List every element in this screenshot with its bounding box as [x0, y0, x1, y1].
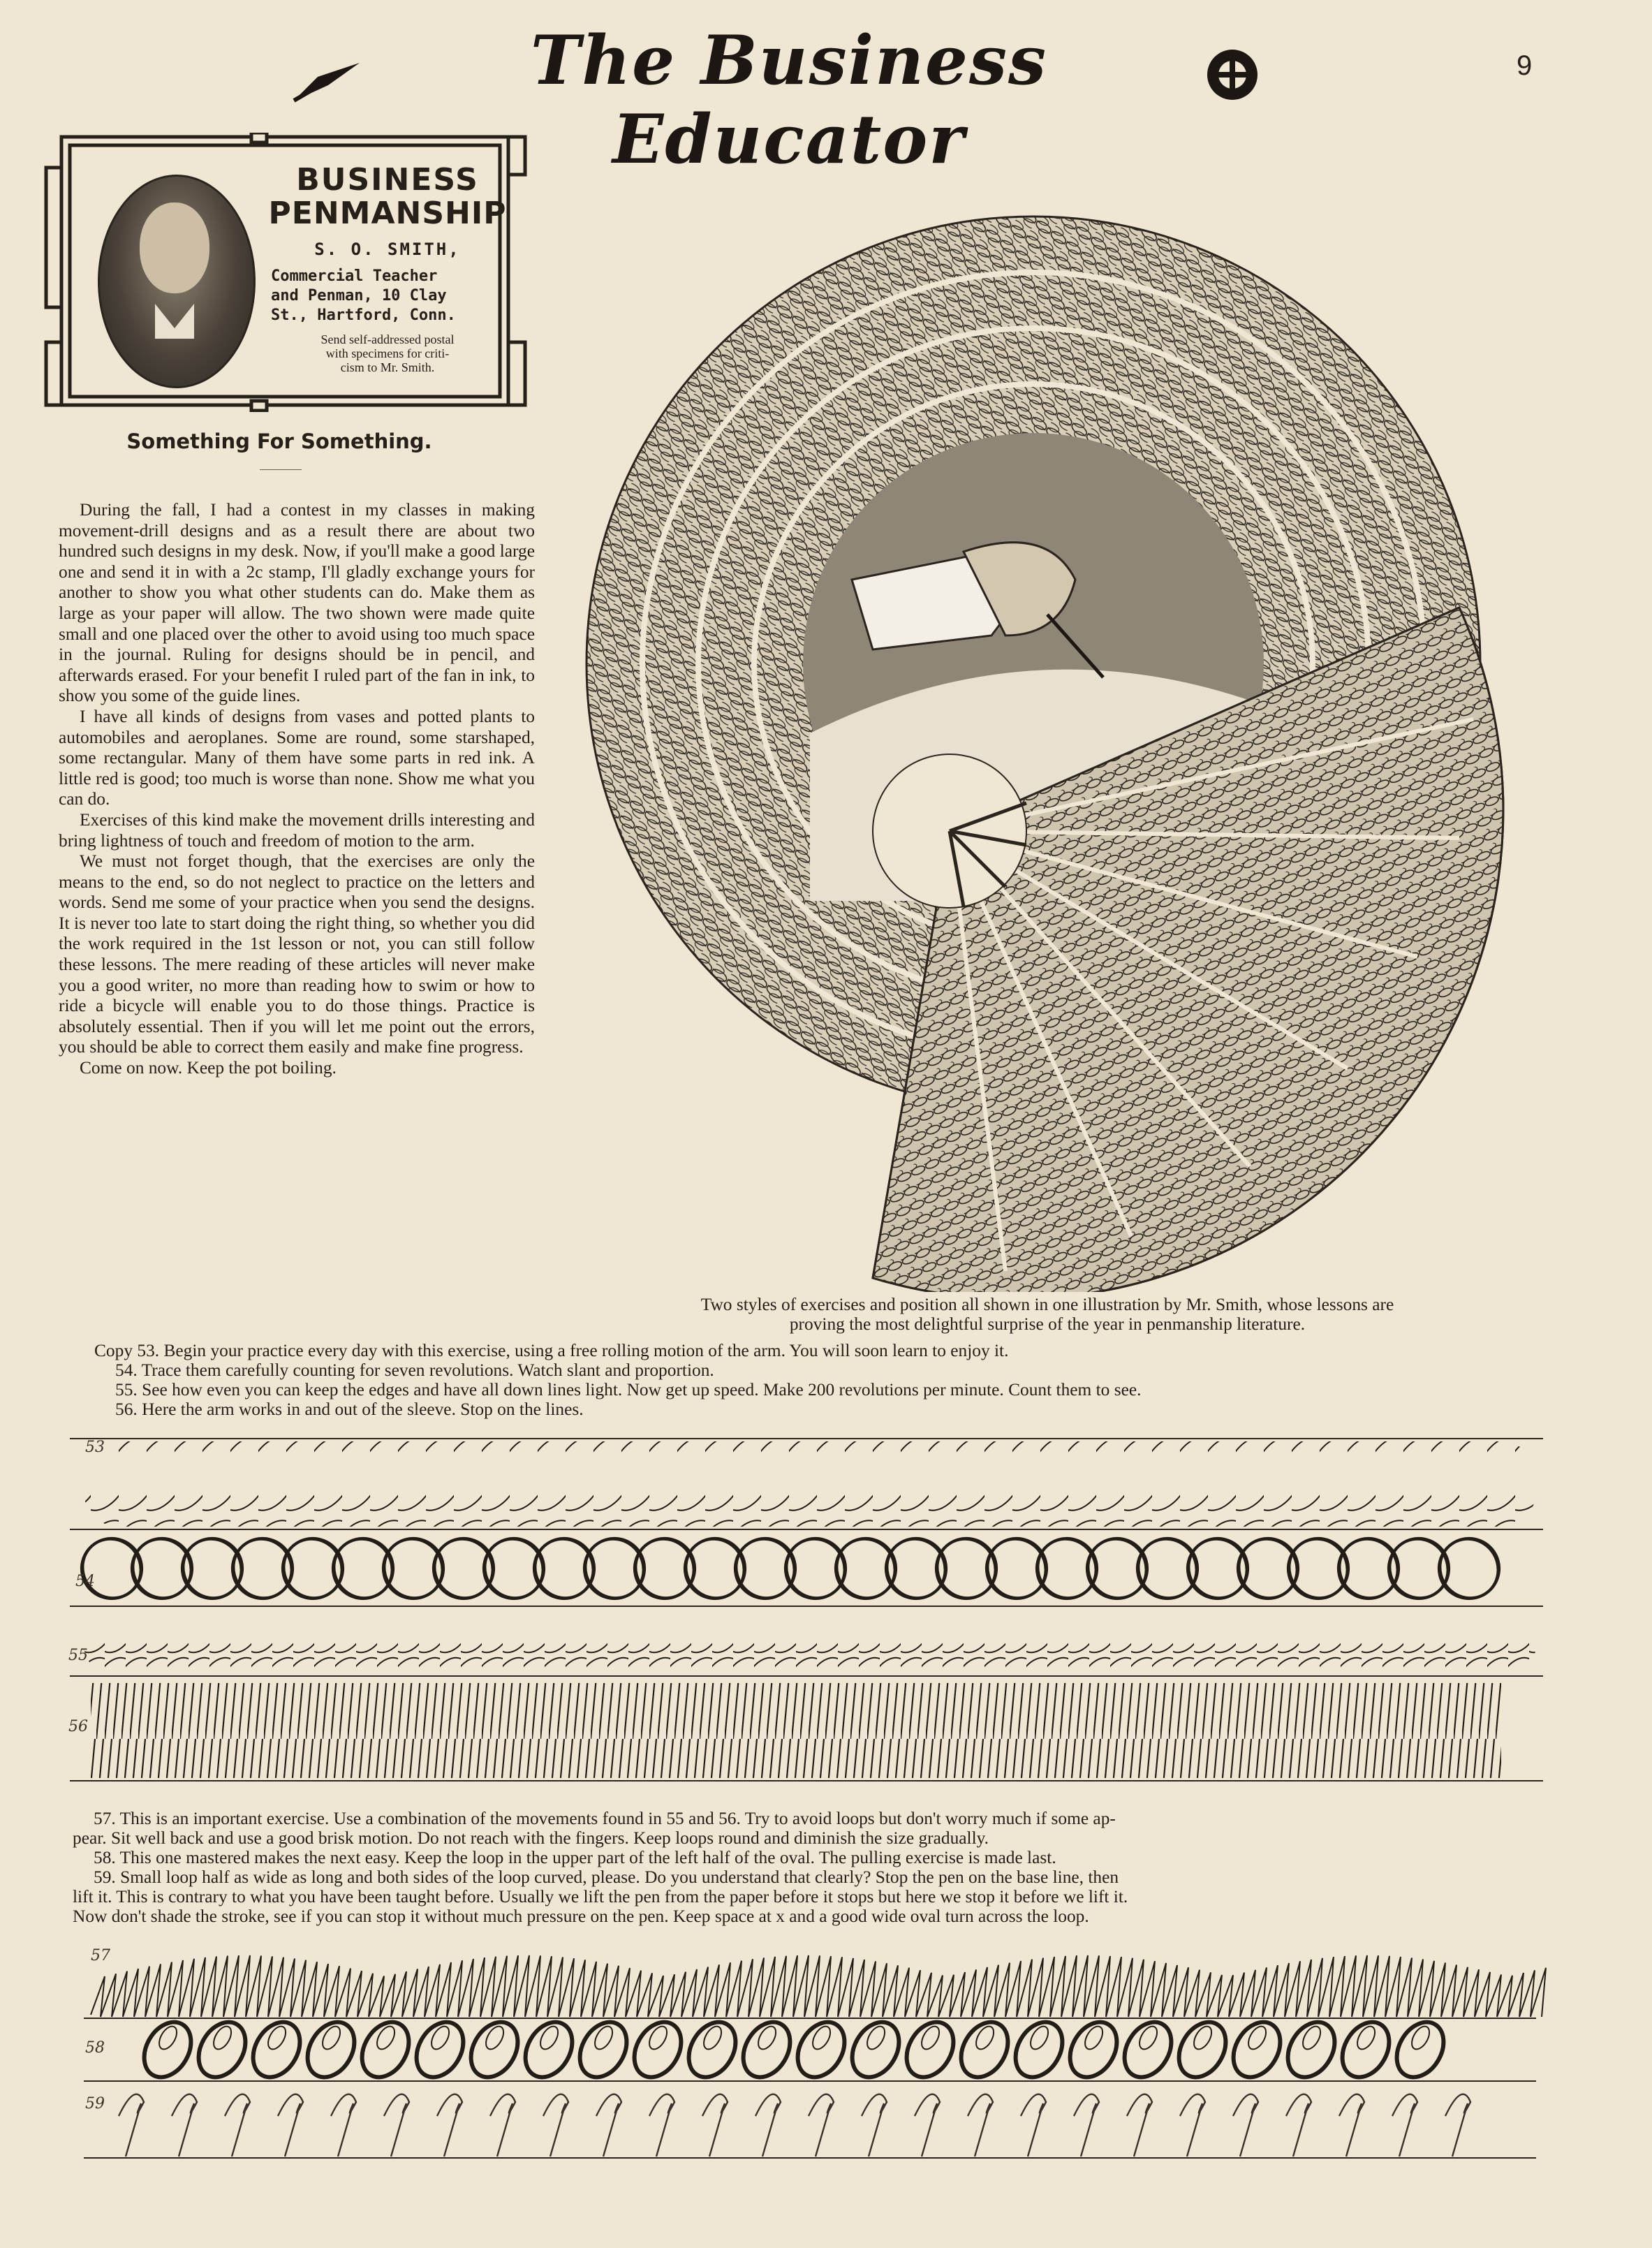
- drill-loop: [244, 2014, 309, 2086]
- drill-oval: [1228, 1529, 1308, 1609]
- drill-row-55: [84, 1615, 1536, 1673]
- drill-small-loop: [915, 2094, 940, 2157]
- drill-small-loop: [1392, 2094, 1417, 2157]
- drill-loop: [516, 2014, 582, 2086]
- drill-loop: [625, 2014, 691, 2086]
- row-label: 59: [85, 2095, 105, 2113]
- instruction-line: pear. Sit well back and use a good brisk motion. Do not reach with the fingers. Keep loops round and diminish the size gradually.: [73, 1828, 989, 1848]
- column-title-line2: PENMANSHIP: [268, 196, 507, 231]
- submission-note: [272, 332, 503, 374]
- address-line: St., Hartford, Conn.: [271, 307, 456, 324]
- row-label: 54: [75, 1573, 95, 1590]
- drill-row-54: [69, 1526, 1512, 1612]
- drill-oval: [776, 1529, 855, 1609]
- illustration-caption: [559, 1295, 1536, 1334]
- drill-oval: [977, 1529, 1056, 1609]
- drill-small-loop: [437, 2094, 462, 2157]
- masthead-title: The Business Educator: [530, 21, 1048, 179]
- drill-oval: [1329, 1529, 1408, 1609]
- emblem-icon: [1201, 43, 1264, 106]
- drill-small-loop: [1286, 2094, 1311, 2157]
- drill-oval: [474, 1529, 554, 1609]
- drill-loop: [788, 2014, 854, 2086]
- drill-panel-lower: [70, 1941, 1550, 2172]
- drill-row-58: [135, 2014, 1453, 2086]
- article-paragraph: Come on now. Keep the pot boiling.: [80, 1058, 337, 1078]
- row-label: 53: [85, 1439, 105, 1456]
- article-paragraph: During the fall, I had a contest in my classes in making movement-drill designs and as a result there are about two hundred such designs in my desk. Now, if you'll make a good large one and send it in with a 2c stamp, I'll gladly exchange yours for another to show you what other students can do. Make them as large as your paper will allow. The two shown were made quite small and one placed over the other to avoid using too much space in the journal. Ruling for designs should be in pencil, and afterwards erased. For your benefit I ruled part of the fan in ink, to show you some of the guide lines.: [59, 500, 535, 706]
- row-label: 55: [68, 1647, 88, 1664]
- instruction-line: 55. See how even you can keep the edges and have all down lines light. Now get up speed. Make 200 revolutions per minute. Count them to see.: [115, 1380, 1142, 1400]
- drill-oval: [223, 1529, 302, 1609]
- drill-small-loop: [596, 2094, 621, 2157]
- instruction-line: lift it. This is contrary to what you have been taught before. Usually we lift the pen from the paper before it stops but here we stop it before we lift it.: [73, 1887, 1128, 1907]
- drill-small-loop: [119, 2094, 144, 2157]
- row-label: 58: [85, 2039, 105, 2057]
- drill-oval: [1077, 1529, 1157, 1609]
- drill-stroke: [91, 1955, 1546, 2017]
- drill-small-loop: [1445, 2094, 1470, 2157]
- drill-row-53: [84, 1441, 1536, 1527]
- drill-small-loop: [278, 2094, 303, 2157]
- instruction-line: Copy 53. Begin your practice every day with this exercise, using a free rolling motion of the arm. You will soon learn to enjoy it.: [94, 1341, 1009, 1360]
- quill-icon: [290, 56, 367, 105]
- drill-loop: [570, 2014, 636, 2086]
- row-label: 57: [91, 1947, 110, 1964]
- article-body: [59, 500, 535, 1079]
- article-heading: Something For Something.: [126, 429, 432, 453]
- caption-line: Two styles of exercises and position all shown in one illustration by Mr. Smith, whose lessons are: [700, 1295, 1394, 1314]
- article-paragraph: I have all kinds of designs from vases and potted plants to automobiles and aeroplanes. Some are round, some starshaped, some rectangular. Many of them have some parts in red ink. A little red is good; too much is worse than none. Show me what you can do.: [59, 706, 535, 809]
- drill-small-loop: [172, 2094, 197, 2157]
- note-line: with specimens for criti-: [325, 346, 450, 360]
- drill-small-loop: [862, 2094, 887, 2157]
- author-address: [271, 267, 506, 325]
- drill-loop: [135, 2014, 200, 2086]
- drill-loop: [734, 2014, 799, 2086]
- drill-oval: [1278, 1529, 1358, 1609]
- drill-row-57: [91, 1955, 1546, 2017]
- drill-oval: [122, 1529, 202, 1609]
- drill-loop: [1278, 2014, 1344, 2086]
- author-name: S. O. SMITH,: [314, 240, 461, 259]
- drill-loop: [1333, 2014, 1399, 2086]
- drill-oval: [927, 1529, 1006, 1609]
- drill-small-loop: [1074, 2094, 1099, 2157]
- drill-loop: [407, 2014, 473, 2086]
- drill-small-loop: [543, 2094, 568, 2157]
- drill-small-loop: [225, 2094, 250, 2157]
- article-paragraph: We must not forget though, that the exercises are only the means to the end, so do not neglect to practice on the letters and words. Send me some of your practice when you send the designs. It is never too late to start doing the right thing, so whether you did the work required in the 1st lesson or not, you can still follow these lessons. The mere reading of these articles will never make you a good writer, no more than reading how to swim or how to ride a bicycle will enable you to do those things. Practice is absolutely essential. Then if you will let me point out the errors, you should be able to correct them easily and make fine progress.: [59, 851, 535, 1057]
- instruction-line: 59. Small loop half as wide as long and both sides of the loop curved, please. Do you understand that clearly? Stop the pen on the base line, then: [94, 1867, 1119, 1887]
- drill-oval: [675, 1529, 755, 1609]
- drill-loop: [462, 2014, 527, 2086]
- drill-small-loop: [1127, 2094, 1152, 2157]
- drill-oval: [1178, 1529, 1258, 1609]
- address-line: Commercial Teacher: [271, 267, 438, 285]
- copy-instructions: [94, 1341, 1561, 1419]
- drill-loop: [897, 2014, 963, 2086]
- drill-loop: [1170, 2014, 1235, 2086]
- instruction-line: 54. Trace them carefully counting for seven revolutions. Watch slant and proportion.: [115, 1360, 714, 1380]
- drill-oval: [1128, 1529, 1207, 1609]
- drill-small-loop: [1021, 2094, 1046, 2157]
- instruction-line: 56. Here the arm works in and out of the sleeve. Stop on the lines.: [115, 1400, 584, 1419]
- portrait-face: [140, 203, 209, 293]
- drill-loop: [353, 2014, 418, 2086]
- drill-small-loop: [384, 2094, 409, 2157]
- drill-loop: [1224, 2014, 1290, 2086]
- drill-loop: [843, 2014, 908, 2086]
- drill-loop: [679, 2014, 745, 2086]
- drill-loop: [298, 2014, 364, 2086]
- drill-oval: [72, 1529, 152, 1609]
- drill-small-loop: [755, 2094, 781, 2157]
- address-line: and Penman, 10 Clay: [271, 287, 447, 304]
- drill-oval: [424, 1529, 503, 1609]
- article-paragraph: Exercises of this kind make the movement drills interesting and bring lightness of touch and freedom of motion to the arm.: [59, 809, 535, 851]
- note-line: cism to Mr. Smith.: [340, 360, 435, 374]
- drill-panel-upper: [63, 1432, 1550, 1795]
- drill-loop: [1006, 2014, 1072, 2086]
- drill-small-loop: [649, 2094, 674, 2157]
- drill-loop: [1115, 2014, 1181, 2086]
- drill-loop: [1387, 2014, 1453, 2086]
- drill-oval: [876, 1529, 956, 1609]
- drill-oval: [323, 1529, 403, 1609]
- drill-small-loop: [809, 2094, 834, 2157]
- drill-small-loop: [490, 2094, 515, 2157]
- drill-small-loop: [331, 2094, 356, 2157]
- drill-loop: [1061, 2014, 1126, 2086]
- drill-oval: [1027, 1529, 1107, 1609]
- drill-small-loop: [1233, 2094, 1258, 2157]
- drill-oval: [1429, 1529, 1509, 1609]
- drill-loop: [189, 2014, 255, 2086]
- drill-oval: [524, 1529, 604, 1609]
- drill-row-59: [119, 2094, 1470, 2157]
- drill-oval: [172, 1529, 252, 1609]
- drill-row-56: [91, 1683, 1501, 1778]
- instruction-line: 58. This one mastered makes the next easy. Keep the loop in the upper part of the left half of the oval. The pulling exercise is made last.: [94, 1848, 1056, 1867]
- movement-drill-design: [545, 133, 1550, 1292]
- drill-oval: [625, 1529, 705, 1609]
- column-title-line1: BUSINESS: [296, 162, 479, 198]
- drill-small-loop: [1339, 2094, 1364, 2157]
- note-line: Send self-addressed postal: [320, 332, 455, 346]
- drill-oval: [725, 1529, 805, 1609]
- page-number: 9: [1517, 50, 1533, 81]
- caption-line: proving the most delightful surprise of the year in penmanship literature.: [789, 1314, 1306, 1334]
- drill-small-loop: [968, 2094, 993, 2157]
- drill-loop: [952, 2014, 1017, 2086]
- drill-oval: [826, 1529, 906, 1609]
- instruction-line: Now don't shade the stroke, see if you can stop it without much pressure on the pen. Keep space at x and a good wide oval turn across the loop.: [73, 1907, 1089, 1926]
- drill-oval: [273, 1529, 353, 1609]
- drill-instructions: [73, 1809, 1553, 1926]
- heading-rule: [260, 469, 302, 470]
- drill-oval: [575, 1529, 654, 1609]
- row-label: 56: [68, 1718, 88, 1735]
- drill-small-loop: [702, 2094, 728, 2157]
- drill-small-loop: [1180, 2094, 1205, 2157]
- instruction-line: 57. This is an important exercise. Use a combination of the movements found in 55 and 56. Try to avoid loops but don't worry much if some ap-: [94, 1809, 1116, 1828]
- drill-oval: [1379, 1529, 1459, 1609]
- drill-oval: [374, 1529, 453, 1609]
